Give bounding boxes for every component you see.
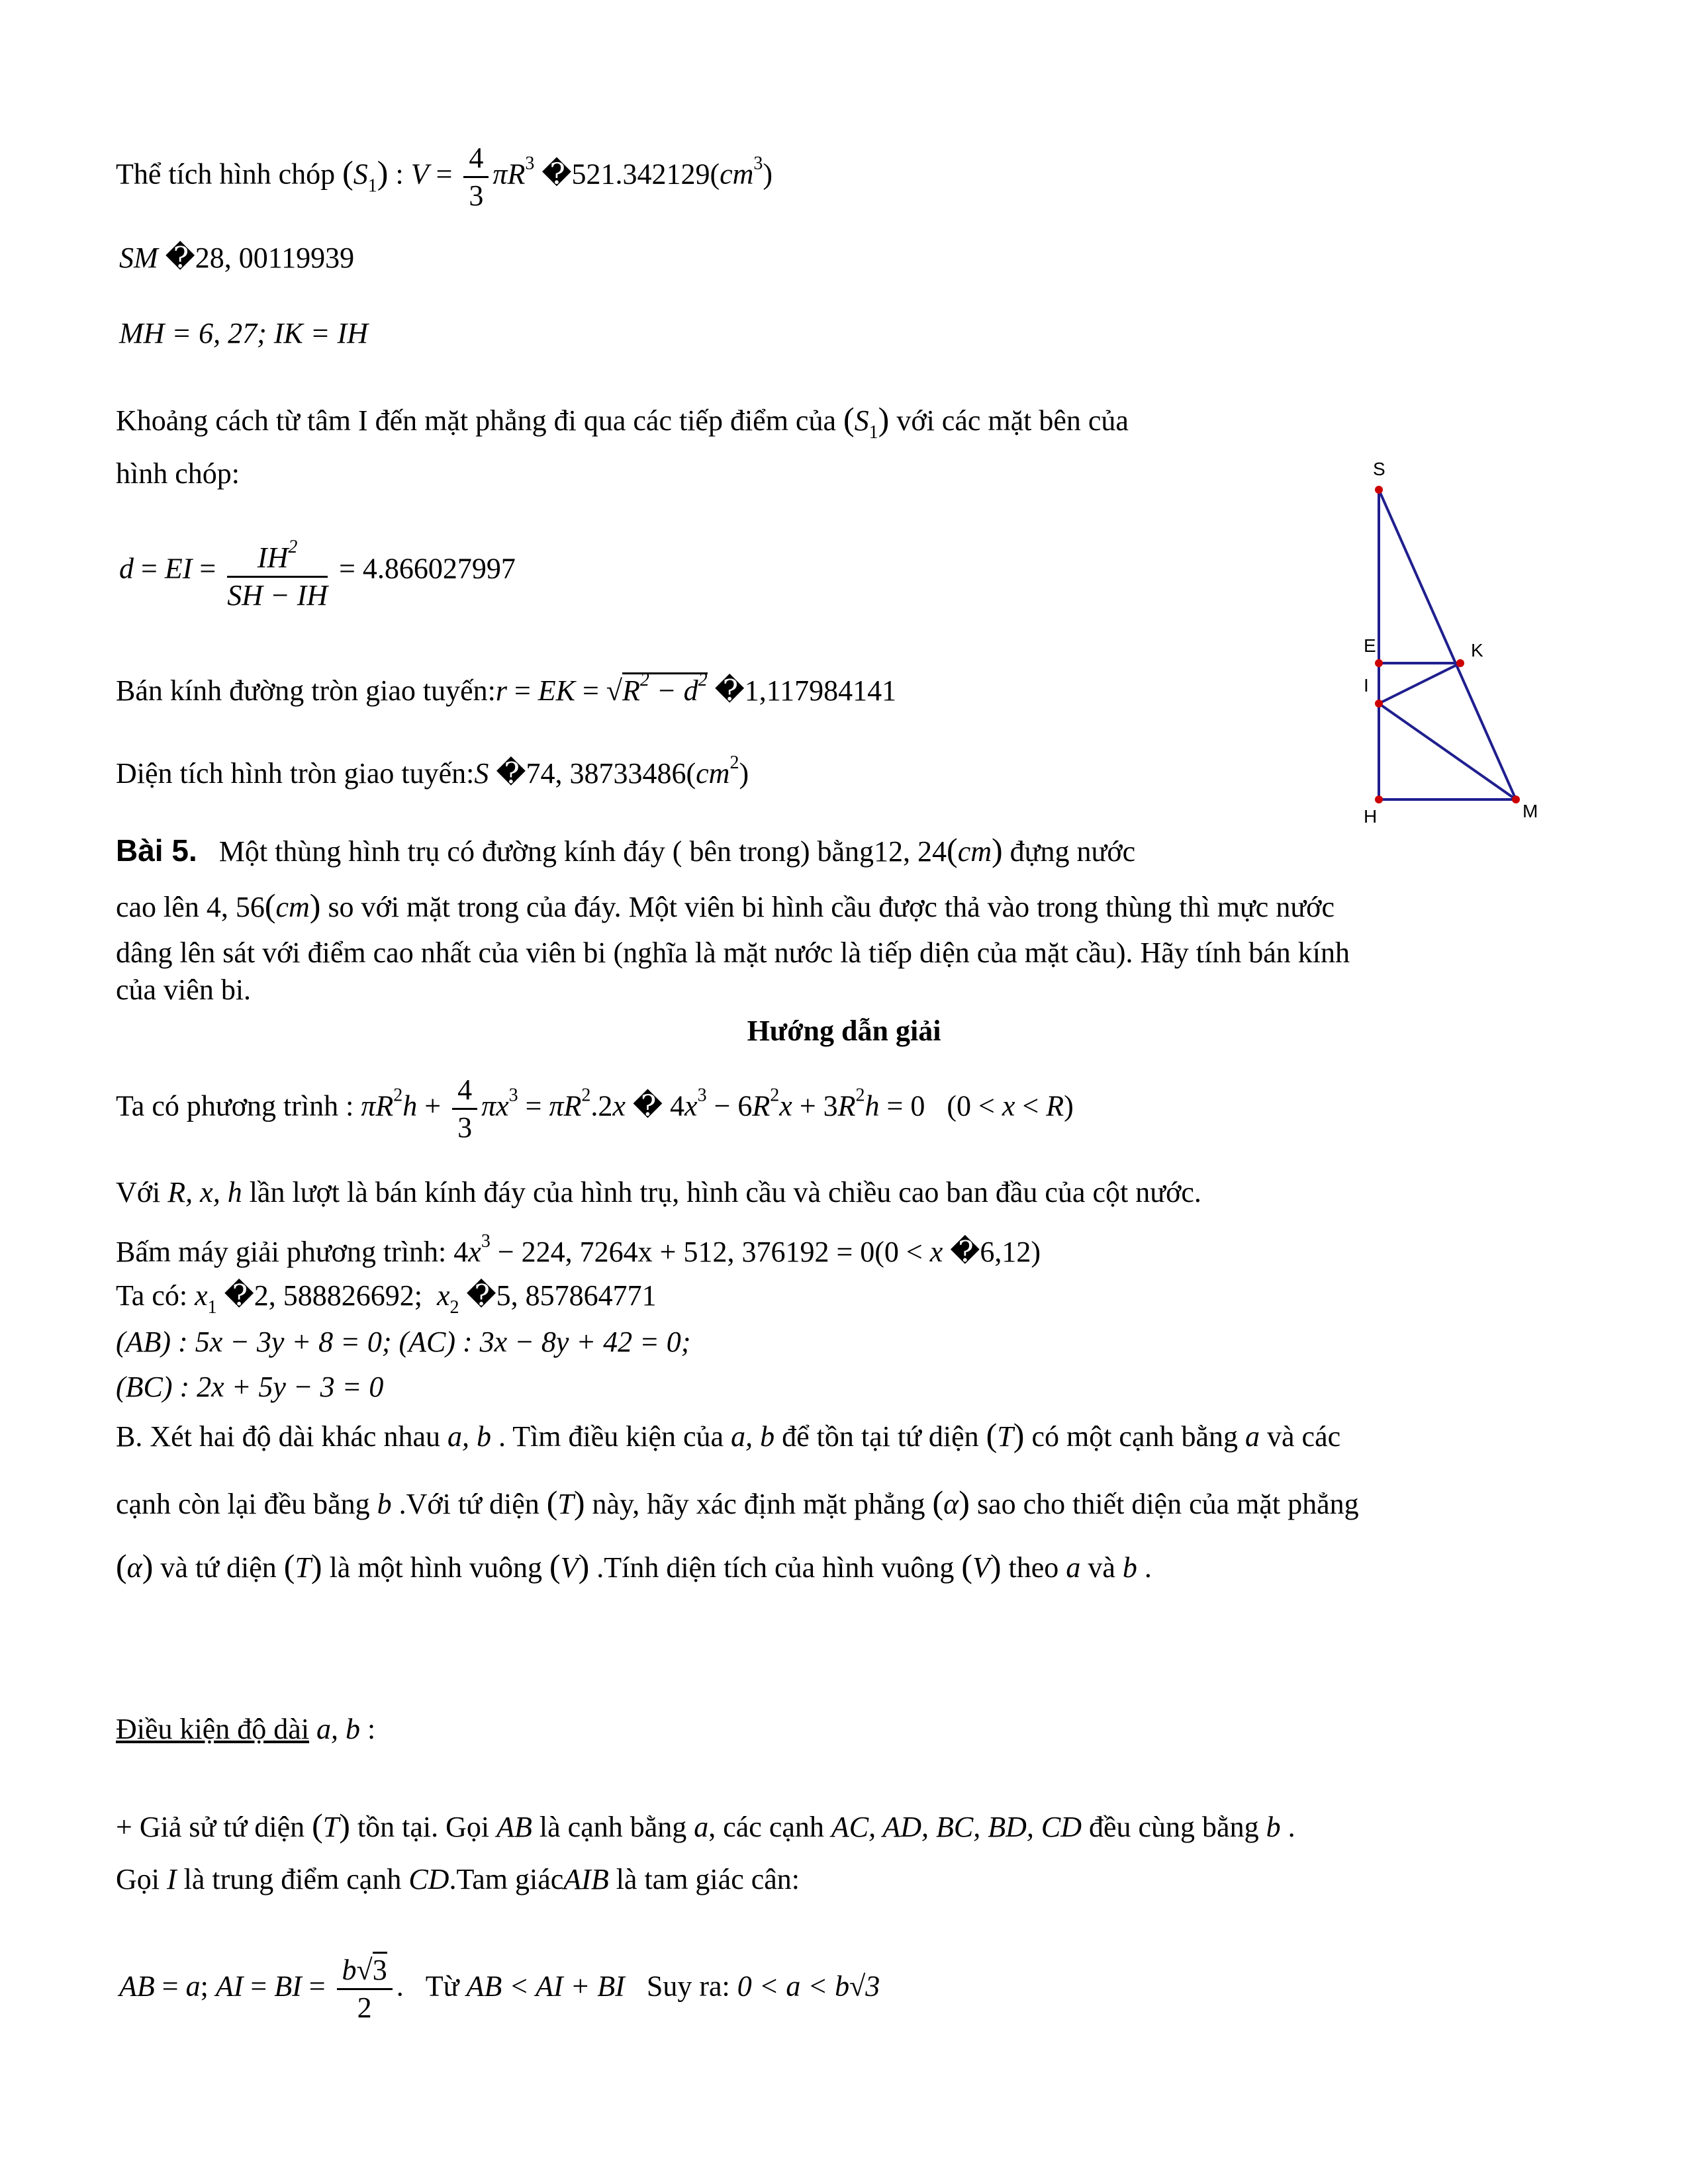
label-e: E — [1364, 635, 1376, 656]
condition-line-1: + Giả sử tứ diện (T) tồn tại. Gọi AB là cạnh bằng a, các cạnh AC, AD, BC, BD, CD đều cùng bằng b . — [116, 1807, 1295, 1844]
condition-line-3: AB = a; AI = BI = $\frac{b√3}{2}$ . Từ AB < AI + BI Suy ra: 0 < a < b√3 — [119, 1952, 880, 2026]
edge-ik — [1379, 663, 1460, 704]
radius-value: 1,117984141 — [744, 674, 897, 707]
distance-formula: d = EI = $\frac{IH^2}{SH - IH}$ = 4.866027997 — [119, 529, 516, 614]
point-s — [1375, 486, 1383, 494]
bai5-line-4: của viên bi. — [116, 974, 252, 1006]
calculator-line: Bấm máy giải phương trình: $4x^3 - 224$, 7264x + 512, 376192 = 0(0 < x �6,12) — [116, 1231, 1041, 1268]
condition-heading: Điều kiện độ dài a, b : — [116, 1713, 376, 1745]
area-value: 74, 38733486 — [526, 757, 686, 790]
partb-line-3: (α) và tứ diện (T) là một hình vuông (V) .Tính diện tích của hình vuông (V) theo a và b . — [116, 1547, 1152, 1584]
point-h — [1375, 796, 1383, 803]
point-k — [1456, 659, 1464, 667]
pyramid-cross-section-figure — [1344, 457, 1556, 827]
label-s: S — [1373, 459, 1385, 479]
radius-line: Bán kính đường tròn giao tuyến:r = EK = $√R^2 - d^2$ �1,117984141 — [116, 670, 897, 707]
condition-line-2: Gọi I là trung điểm cạnh CD.Tam giácAIB là tam giác cân: — [116, 1863, 800, 1895]
label-k: K — [1471, 640, 1483, 660]
volume-line: Thể tích hình chóp $(S_1)$ : V = $\frac{4}{3}$ $\pi R^3$ $�521.342129(cm^3)$ — [116, 142, 773, 212]
volume-label: Thể tích hình chóp — [116, 158, 336, 191]
height-value: 4, 56 — [206, 891, 265, 923]
distance-text: Khoảng cách từ tâm I đến mặt phẳng đi qua các tiếp điểm của $(S_1)$ với các mặt bên của — [116, 400, 1129, 443]
point-m — [1512, 796, 1520, 803]
area-line: Diện tích hình tròn giao tuyến:S �74, $38733486(cm^2)$ — [116, 752, 749, 790]
sm-value: 28, 00119939 — [195, 242, 355, 274]
mh-line: MH = 6, 27; IK = IH — [119, 317, 368, 349]
root-x1: 2, 588826692; — [254, 1279, 422, 1312]
bai5-line-2: cao lên 4, 56(cm) so với mặt trong của đáy. Một viên bi hình cầu được thả vào trong thùng thì mực nước — [116, 887, 1335, 924]
bai5-line-3: dâng lên sát với điểm cao nhất của viên bi (nghĩa là mặt nước là tiếp diện của mặt cầu). Hãy tính bán kính — [116, 936, 1350, 969]
point-e — [1375, 659, 1383, 667]
sm-line: SM �28, 00119939 — [119, 242, 355, 274]
bai5-title: Bài 5. — [116, 833, 197, 868]
volume-value: 521.342129 — [571, 158, 710, 191]
diameter-value: 12, 24 — [874, 835, 947, 868]
label-i: I — [1364, 675, 1369, 696]
distance-value: = 4.866027997 — [339, 552, 516, 585]
label-m: M — [1523, 801, 1538, 821]
root-x2: 5, 857864771 — [496, 1279, 657, 1312]
main-equation: Ta có phương trình : $\pi R^2h$ + $\frac{4}{3}$ $\pi x^3 = \pi R^2.2x$ � $4x^3 - 6R^2x + 3R^2h = 0$ (0 < x < R) — [116, 1073, 1074, 1144]
roots-line: Ta có: $x_1$ �2, 588826692; $x_2$ �5, 857864771 — [116, 1279, 657, 1318]
variables-line: Với R, x, h lần lượt là bán kính đáy của hình trụ, hình cầu và chiều cao ban đầu của cột nước. — [116, 1176, 1201, 1208]
label-h: H — [1364, 806, 1378, 827]
partb-line-1: B. Xét hai độ dài khác nhau a, b . Tìm điều kiện của a, b để tồn tại tứ diện (T) có một cạnh bằng a và các — [116, 1416, 1341, 1453]
line-bc: (BC) : 2x + 5y − 3 = 0 — [116, 1371, 384, 1403]
distance-text-2: hình chóp: — [116, 457, 240, 490]
solution-heading: Hướng dẫn giải — [747, 1015, 941, 1047]
line-ab-ac: (AB) : 5x − 3y + 8 = 0; (AC) : 3x − 8y + 42 = 0; — [116, 1326, 691, 1358]
point-i — [1375, 700, 1383, 707]
bai5-line-1: Bài 5. Một thùng hình trụ có đường kính đáy ( bên trong) bằng12, 24(cm) đựng nước — [116, 831, 1136, 868]
partb-line-2: cạnh còn lại đều bằng b .Với tứ diện (T) này, hãy xác định mặt phẳng (α) sao cho thiết diện của mặt phẳng — [116, 1484, 1359, 1521]
